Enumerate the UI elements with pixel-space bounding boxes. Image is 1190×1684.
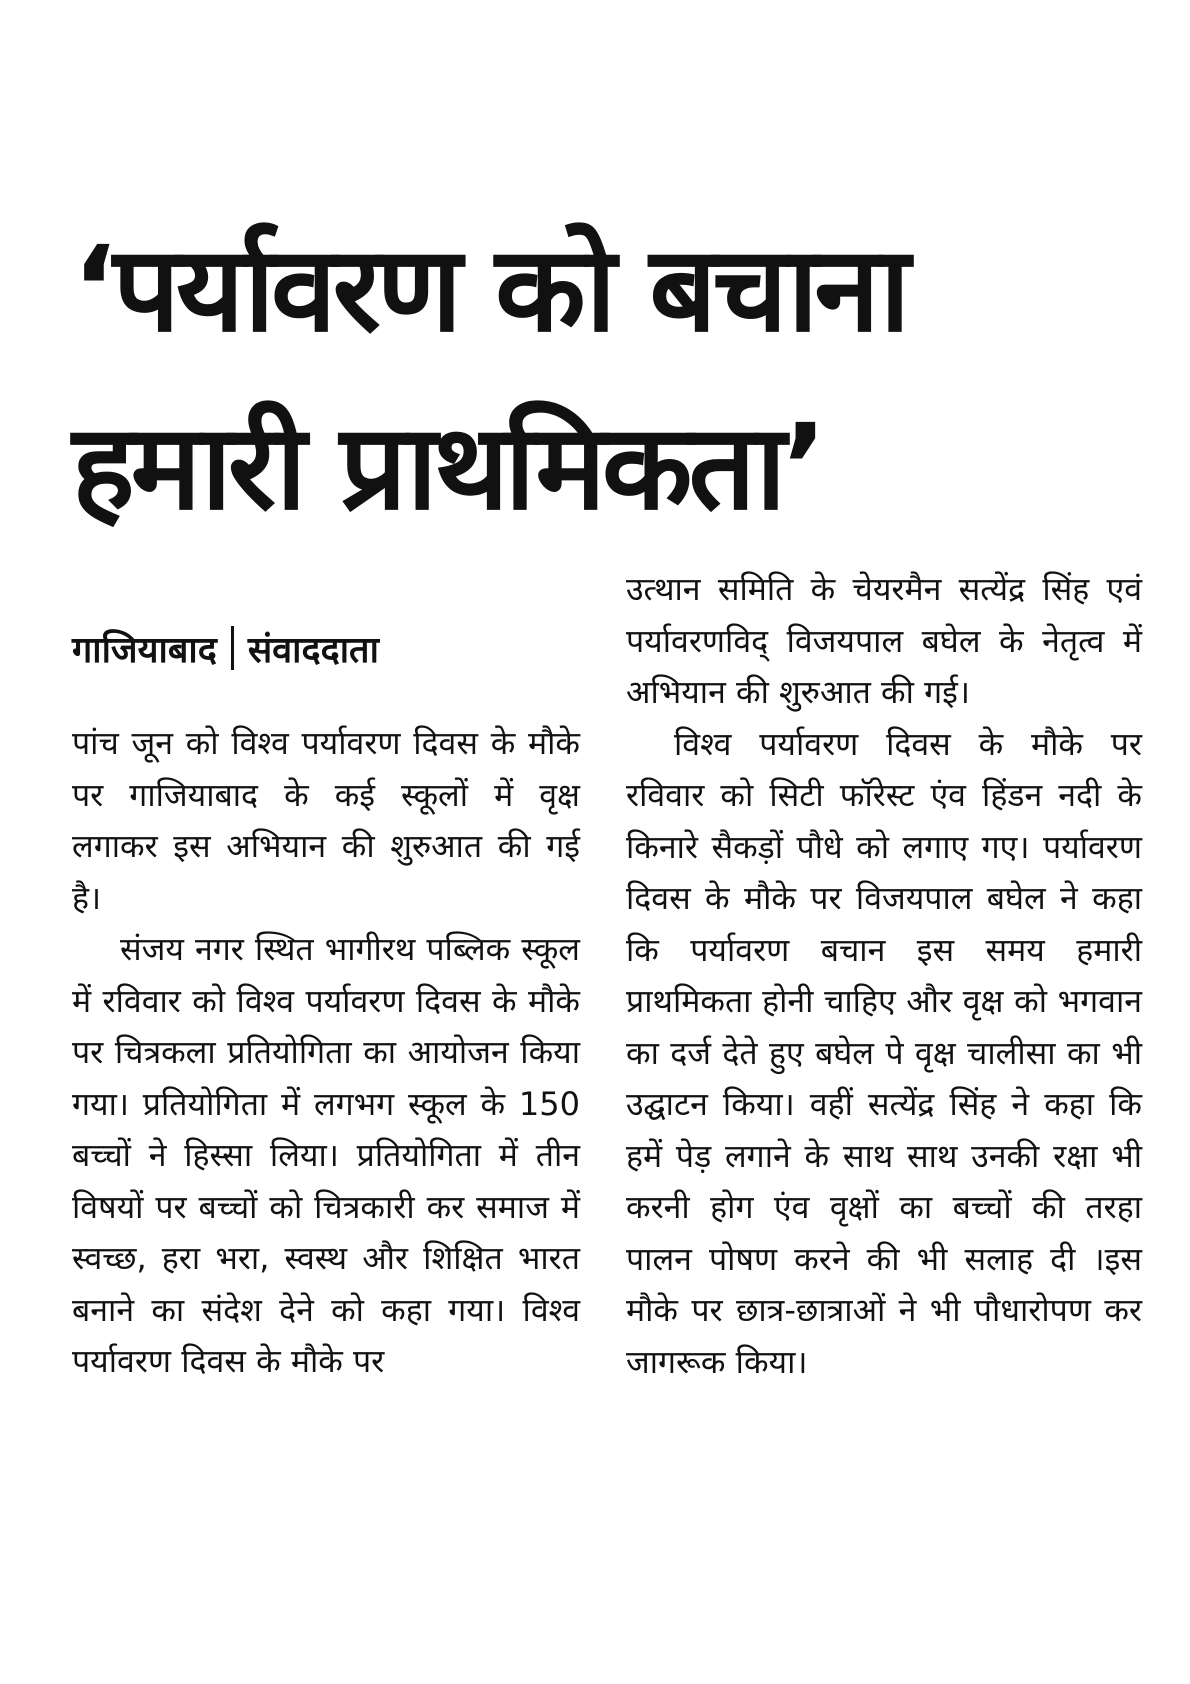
paragraph-competition: संजय नगर स्थित भागीरथ पब्लिक स्कूल में रविवार को विश्व पर्यावरण दिवस के मौके पर चित्रकला प्रतियोगिता का आयोजन किया गया। प्रतियोगिता में लगभग स्कूल के 150 बच्चों ने हिस्सा लिया। प्रतियोगिता में तीन विषयों पर बच्चों को चित्रकारी कर समाज में स्वच्छ, हरा भरा, स्वस्थ और शिक्षित भारत बनाने का संदेश देने को कहा गया। विश्व पर्यावरण दिवस के मौके पर — [72, 930, 580, 1380]
paragraph-continuation: उत्थान समिति के चेयरमैन सत्येंद्र सिंह एवं पर्यावरणविद् विजयपाल बघेल के नेतृत्व में अभियान की शुरुआत की गई। — [626, 570, 1142, 711]
dateline-place: गाजियाबाद — [72, 629, 217, 671]
headline-line-2: हमारी प्राथमिकता’ — [72, 398, 824, 536]
headline — [72, 200, 1072, 556]
paragraph-plantation: विश्व पर्यावरण दिवस के मौके पर रविवार को सिटी फॉरेस्ट एंव हिंडन नदी के किनारे सैकड़ों पौधे को लगाए गए। पर्यावरण दिवस के मौके पर विजयपाल बघेल ने कहा कि पर्यावरण बचान इस समय हमारी प्राथमिकता होनी चाहिए और वृक्ष को भगवान का दर्ज देते हुए बघेल पे वृक्ष चालीसा का भी उद्घाटन किया। वहीं सत्येंद्र सिंह ने कहा कि हमें पेड़ लगाने के साथ साथ उनकी रक्षा भी करनी होग एंव वृक्षों का बच्चों की तरहा पालन पोषण करने की भी सलाह दी ।इस मौके पर छात्र-छात्राओं ने भी पौधारोपण कर जागरूक किया। — [626, 724, 1142, 1381]
article-column-right — [626, 564, 1142, 1388]
headline-line-1: ‘पर्यावरण को बचाना — [72, 220, 907, 358]
dateline-byline: संवाददाता — [247, 629, 379, 671]
article-column-left — [72, 718, 580, 1388]
dateline-separator — [231, 626, 234, 670]
dateline — [72, 620, 379, 676]
paragraph-intro: पांच जून को विश्व पर्यावरण दिवस के मौके पर गाजियाबाद के कई स्कूलों में वृक्ष लगाकर इस अभियान की शुरुआत की गई है। — [72, 724, 580, 917]
